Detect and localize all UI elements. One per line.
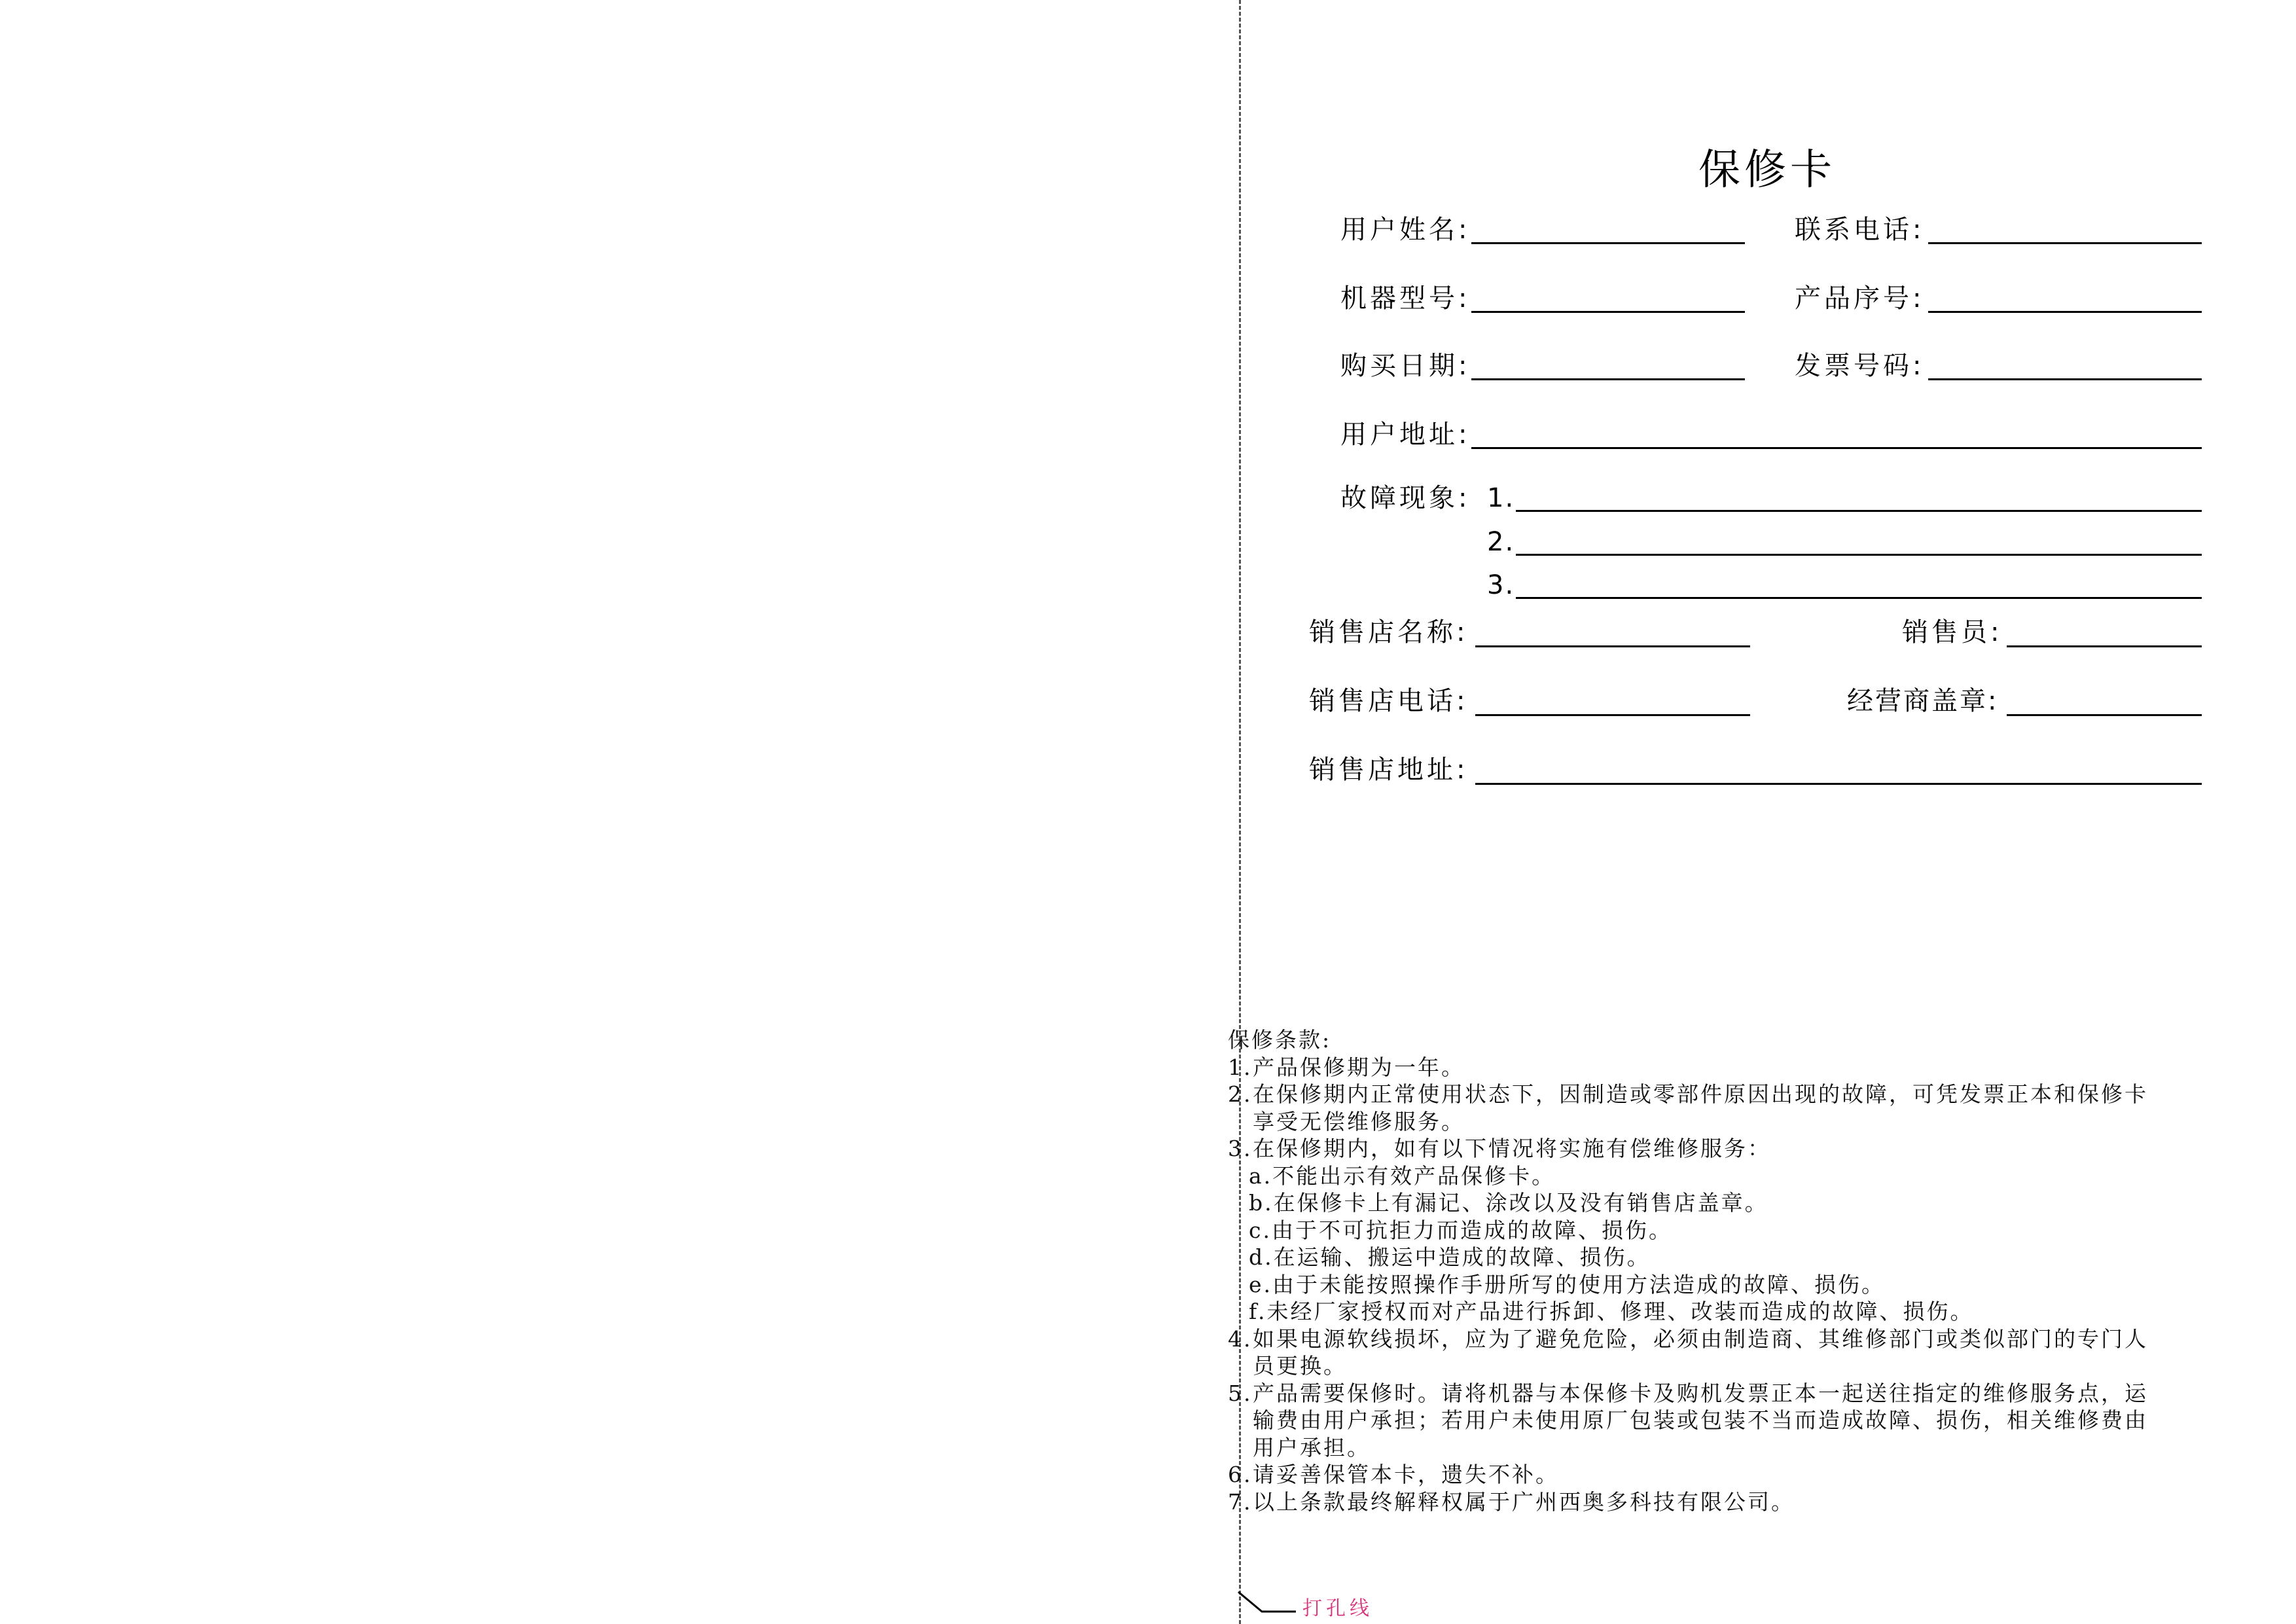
label-fault-2: 2. [1487,527,1515,557]
terms-item-continued: 用户承担。 [1253,1434,1371,1460]
card-title: 保修卡 [1698,146,1836,194]
field-store-phone[interactable] [1475,714,1750,716]
field-phone[interactable] [1928,242,2202,244]
terms-sub-item: a.不能出示有效产品保修卡。 [1249,1163,1556,1189]
terms-sub-item: b.在保修卡上有漏记、涂改以及没有销售店盖章。 [1249,1190,1768,1216]
label-invoice-no: 发票号码: [1795,351,1925,381]
terms-item: 2.在保修期内正常使用状态下，因制造或零部件原因出现的故障，可凭发票正本和保修卡 [1228,1081,2148,1107]
terms-heading: 保修条款: [1228,1027,1332,1053]
field-store-address[interactable] [1475,783,2202,785]
terms-item-continued: 输费由用户承担；若用户未使用原厂包装或包装不当而造成故障、损伤，相关维修费由 [1253,1407,2148,1433]
label-salesperson: 销售员: [1902,617,2003,647]
field-invoice-no[interactable] [1928,378,2202,380]
label-address: 用户地址: [1340,420,1471,450]
terms-item: 3.在保修期内，如有以下情况将实施有偿维修服务： [1228,1136,1771,1161]
punch-line-label: 打孔线 [1302,1597,1373,1620]
label-fault: 故障现象: [1340,483,1471,513]
field-address[interactable] [1471,447,2202,449]
field-fault-3[interactable] [1516,597,2202,599]
field-store-name[interactable] [1475,645,1750,647]
warranty-terms [1228,1026,2229,1515]
terms-sub-item: d.在运输、搬运中造成的故障、损伤。 [1249,1244,1651,1270]
terms-sub-item: e.由于未能按照操作手册所写的使用方法造成的故障、损伤。 [1249,1271,1886,1297]
field-fault-1[interactable] [1516,510,2202,512]
terms-sub-item: c.由于不可抗拒力而造成的故障、损伤。 [1249,1217,1672,1243]
label-store-address: 销售店地址: [1309,755,1469,785]
terms-item: 4.如果电源软线损坏，应为了避免危险，必须由制造商、其维修部门或类似部门的专门人 [1228,1326,2148,1352]
label-user-name: 用户姓名: [1340,215,1471,245]
field-salesperson[interactable] [2007,645,2202,647]
label-fault-3: 3. [1487,570,1515,600]
label-fault-1: 1. [1487,483,1515,513]
terms-item: 7.以上条款最终解释权属于广州西奥多科技有限公司。 [1228,1489,1795,1515]
terms-item-continued: 员更换。 [1253,1353,1347,1379]
label-phone: 联系电话: [1795,215,1925,245]
label-serial: 产品序号: [1795,283,1925,314]
terms-item: 6.请妥善保管本卡，遗失不补。 [1228,1462,1559,1487]
field-serial[interactable] [1928,311,2202,313]
field-user-name[interactable] [1471,242,1745,244]
label-dealer-stamp: 经营商盖章: [1847,686,1999,716]
field-model[interactable] [1471,311,1745,313]
field-fault-2[interactable] [1516,554,2202,556]
terms-item: 5.产品需要保修时。请将机器与本保修卡及购机发票正本一起送往指定的维修服务点，运 [1228,1380,2148,1406]
terms-item-continued: 享受无偿维修服务。 [1253,1108,1465,1134]
terms-item: 1.产品保修期为一年。 [1228,1054,1465,1080]
field-dealer-stamp[interactable] [2007,714,2202,716]
label-store-phone: 销售店电话: [1309,686,1469,716]
label-model: 机器型号: [1340,283,1471,314]
terms-sub-item: f.未经厂家授权而对产品进行拆卸、修理、改装而造成的故障、损伤。 [1249,1299,1974,1324]
label-purchase-date: 购买日期: [1340,351,1471,381]
label-store-name: 销售店名称: [1309,617,1469,647]
field-purchase-date[interactable] [1471,378,1745,380]
